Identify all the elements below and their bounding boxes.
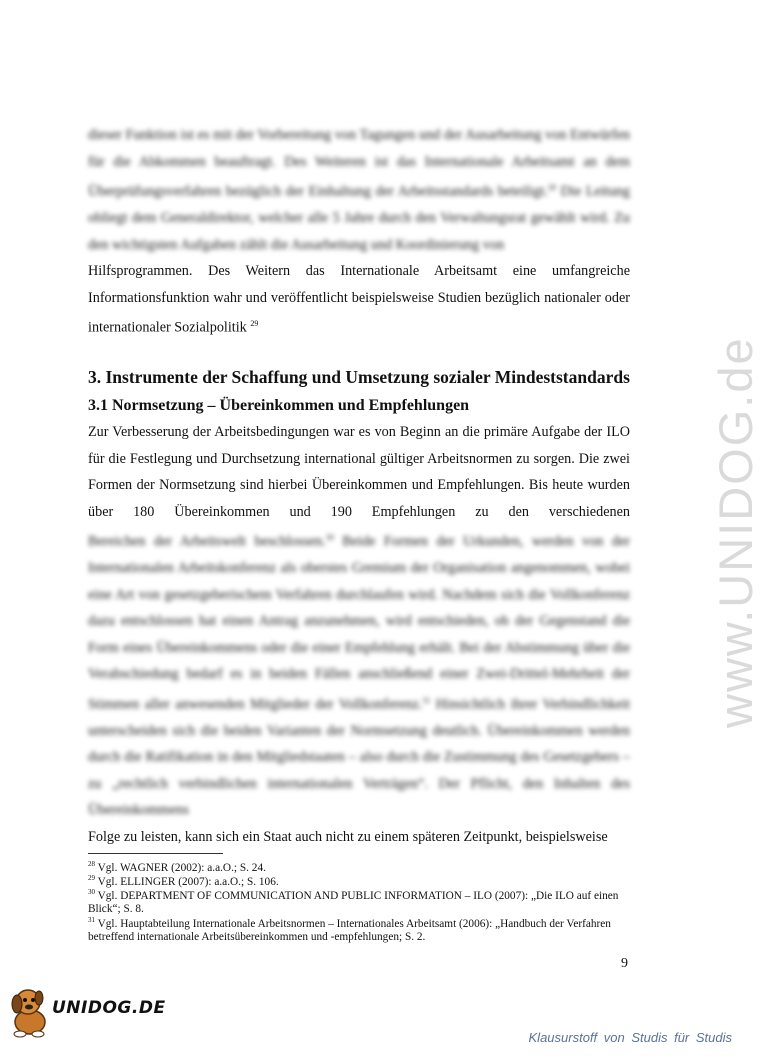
body-text: Folge zu leisten, kann sich ein Staat auch nicht zu einem späteren Zeitpunkt, beispielsweise [88,828,608,845]
footnote-ref: 28 [547,183,556,192]
body-text: Zur Verbesserung der Arbeitsbedingungen war es von Beginn an die primäre Aufgabe der ILO für die Festlegung und Durchsetzung international gültiger Arbeitsnormen zu sorgen. Die zwei Formen der Normsetzung sind hierbei Übereinkommen und Empfehlungen. Bis heute wurden über 180 Übereinkommen und 190 Empfehlungen zu den verschiedenen [88,424,630,520]
section-heading-block [88,365,630,389]
subsection-heading-block [88,394,630,418]
footnote-text: Vgl. ELLINGER (2007): a.a.O.; S. 106. [97,875,279,888]
footnote-number: 30 [88,888,95,896]
footnote-number: 31 [88,916,95,924]
footnote-text: Vgl. DEPARTMENT OF COMMUNICATION AND PUBLIC INFORMATION – ILO (2007): „Die ILO auf einen Blick“; S. 8. [88,889,619,916]
blurred-text: dieser Funktion ist es mit der Vorbereitung von Tagungen und der Ausarbeitung von Entwürfen für die Abkommen beauftragt. Des Weiteren ist das Internationale Arbeitsamt an dem Überprüfungsverfahren bezüglich der Einhaltung der Arbeitsstandards beteiligt. [88,127,630,200]
footnote-ref: 30 [325,533,334,542]
page-number: 9 [621,956,628,971]
unidog-logo[interactable] [6,984,176,1044]
paragraph-1 [88,122,630,341]
blurred-text: Die Leitung obliegt dem Generaldirektor, welcher alle 5 Jahre durch den Verwaltungsrat gewählt wird. Zu den wichtigsten Aufgaben zählt die Ausarbeitung und Koordinierung von [88,183,630,253]
logo-text: UNIDOG.DE [52,998,166,1018]
watermark: www.UNIDOG.de [709,336,762,728]
blurred-text-block [88,525,630,824]
footnote [88,886,633,917]
blurred-text: Hinsichtlich ihrer Verbindlichkeit unterscheiden sich die beiden Varianten der Normsetzung deutlich. Übereinkommen werden durch die Ratifikation in den Mitgliedstaaten – also durch die Zustimmung des Gesetzgebers – zu „rechtlich verbindlichen internationalen Verträgen“. Der Pflicht, den Inhalten des Übereinkommens [88,696,631,819]
blurred-text: Bereichen der Arbeitswelt beschlossen. [88,533,326,550]
subsection-heading: 3.1 Normsetzung – Übereinkommen und Empfehlungen [88,397,470,414]
blurred-text: Beide Formen der Urkunden, werden von der Internationalen Arbeitskonferenz als oberstes Gremium der Organisation angenommen, wobei eine Art von gesetzgeberischem Verfahren durchlaufen wird. Nachdem sich die Vollkonferenz dazu entschlossen hat einen Antrag anzunehmen, wird entschieden, ob der Gegenstand die Form eines Übereinkommens oder die einer Empfehlung erhält. Bei der Abstimmung über die Verabschiedung bedarf es in beiden Fällen anschließend einer Zwei-Drittel-Mehrheit der Stimmen aller anwesenden Mitglieder der Vollkonferenz. [88,533,630,713]
footnote-divider [88,853,223,854]
footnote [88,914,633,945]
paragraph-2 [88,419,630,850]
section-heading: 3. Instrumente der Schaffung und Umsetzung sozialer Mindeststandards [88,367,630,387]
footnote-text: Vgl. WAGNER (2002): a.a.O.; S. 24. [97,861,266,874]
body-text [88,258,630,341]
footnote-ref: 29 [250,319,259,329]
footnote-ref: 31 [422,695,431,705]
footnote-number: 28 [88,860,95,868]
footnote-text: Vgl. Hauptabteilung Internationale Arbeitsnormen – Internationales Arbeitsamt (2006): „Handbuch der Verfahren betreffend internationale Arbeitsübereinkommen und -empfehlungen; S. 2. [88,917,611,944]
slogan: Klausurstoff von Studis für Studis [528,1030,732,1045]
blurred-text-block [88,122,630,258]
footnote-number: 29 [88,874,95,882]
body-text-span: Hilfsprogrammen. Des Weitern das Internationale Arbeitsamt eine umfangreiche Informationsfunktion wahr und veröffentlicht beispielsweise Studien bezüglich nationaler oder internationaler Sozialpolitik [88,263,630,336]
dog-icon [6,984,56,1040]
